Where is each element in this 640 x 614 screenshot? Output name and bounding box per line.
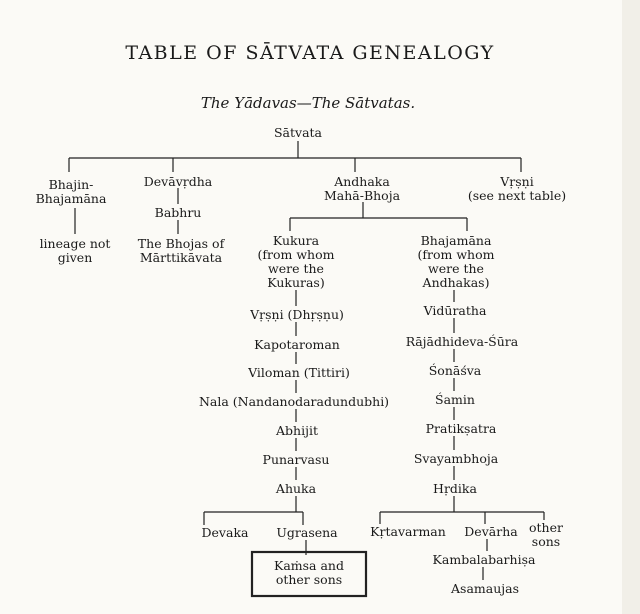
node-devavrdha: Devāvṛdha: [143, 174, 213, 189]
node-andhaka: Andhaka Mahā-Bhoja: [323, 174, 401, 203]
node-devaka: Devaka: [201, 525, 249, 540]
node-viloman: Viloman (Tittiri): [248, 365, 350, 380]
node-nala: Nala (Nandanodaradundubhi): [198, 394, 390, 409]
node-kamsa-and-other-sons: Kaṁsa and other sons: [274, 558, 344, 587]
node-bhajin-bhajamana: Bhajin- Bhajamāna: [35, 177, 107, 206]
node-devarha: Devārha: [464, 524, 518, 539]
node-asamaujas: Asamaujas: [451, 581, 519, 596]
node-pratiksatra: Pratikṣatra: [425, 421, 497, 436]
diagram-title: TABLE OF SĀTVATA GENEALOGY: [125, 42, 495, 64]
node-kapotaroman: Kapotaroman: [254, 337, 340, 352]
node-ahuka: Ahuka: [275, 481, 317, 496]
node-vrsni-dhrsnu: Vṛṣṇi (Dhṛṣṇu): [250, 307, 344, 322]
node-svayambhoja: Svayambhoja: [413, 451, 499, 466]
node-samin: Śamin: [435, 392, 475, 407]
node-kukura: Kukura (from whom were the Kukuras): [257, 233, 335, 290]
node-bhojas-marttikavata: The Bhojas of Mārttikāvata: [137, 236, 225, 265]
node-rajadhideva-sura: Rājādhideva-Śūra: [405, 334, 519, 349]
node-abhijit: Abhijit: [276, 423, 318, 438]
node-sonasva: Śonāśva: [428, 363, 482, 378]
node-kambalabarhisa: Kambalabarhiṣa: [432, 552, 536, 567]
node-punarvasu: Punarvasu: [262, 452, 330, 467]
node-other-sons: other sons: [529, 520, 563, 549]
node-hrdika: Hṛdika: [433, 481, 477, 496]
node-babhru: Babhru: [154, 205, 202, 220]
node-vrsni-top: Vṛṣṇi (see next table): [467, 174, 567, 203]
node-ugrasena: Ugrasena: [276, 525, 338, 540]
diagram-subtitle: The Yādavas—The Sātvatas.: [200, 94, 416, 112]
node-krtavarman: Kṛtavarman: [370, 524, 446, 539]
node-lineage-not-given: lineage not given: [39, 236, 111, 265]
node-satvata: Sātvata: [273, 125, 323, 140]
node-bhajamana: Bhajamāna (from whom were the Andhakas): [417, 233, 495, 290]
node-viduratha: Vidūratha: [423, 303, 487, 318]
